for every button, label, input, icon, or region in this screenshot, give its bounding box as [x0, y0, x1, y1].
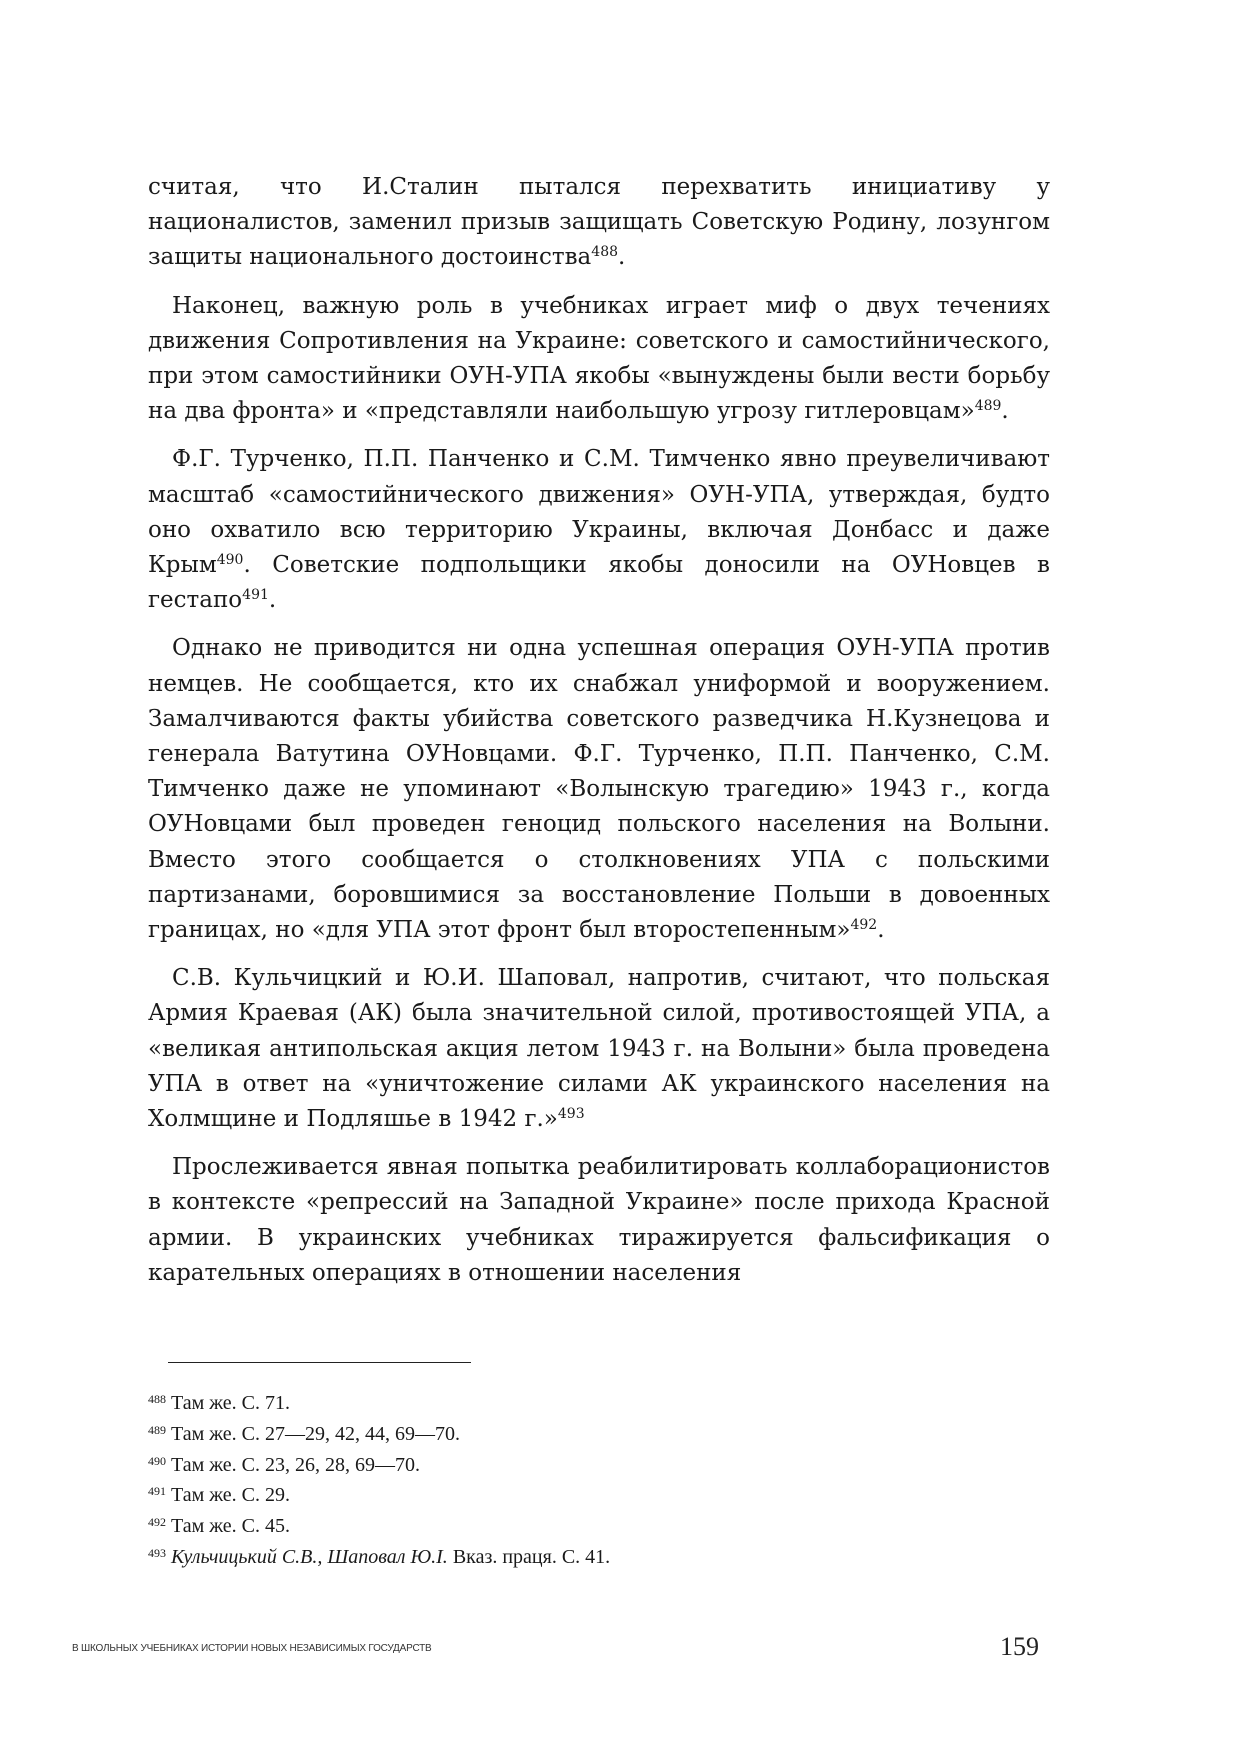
paragraph [148, 961, 1050, 1137]
footnote-text: Вказ. праця. С. 41. [447, 1545, 611, 1568]
paragraph-tail: . [877, 917, 885, 944]
footnote-number: 492 [148, 1515, 166, 1530]
footnote-number: 491 [148, 1484, 166, 1499]
footnote [148, 1511, 610, 1542]
paragraph-text: Наконец, важную роль в учебниках играет миф о двух течениях движения Сопротивления на Украине: советского и самостийнического, при этом самостийники ОУН-УПА якобы «вынуждены были вести борьбу на два фронта» и «представляли наибольшую угрозу гитлеровцам» [148, 292, 1050, 425]
paragraph-text: Ф.Г. Турченко, П.П. Панченко и С.М. Тимченко явно преувеличивают масштаб «самостийнического движения» ОУН-УПА, утверждая, будто оно охватило всю территорию Украины, включая Донбасс и даже Крым [148, 446, 1050, 579]
footnote-ref[interactable]: 492 [850, 917, 878, 934]
footnote-ref[interactable]: 489 [974, 398, 1002, 415]
footnotes [148, 1388, 610, 1573]
paragraph-tail: . Советские подпольщики якобы доносили на ОУНовцев в гестапо [148, 552, 1050, 614]
paragraph-text: считая, что И.Сталин пытался перехватить инициативу у националистов, заменил призыв защищать Советскую Родину, лозунгом защиты национального достоинства [148, 174, 1050, 271]
paragraph [148, 442, 1050, 618]
paragraph-text: Однако не приводится ни одна успешная операция ОУН-УПА против немцев. Не сообщается, кто их снабжал униформой и вооружением. Замалчиваются факты убийства советского разведчика Н.Кузнецова и генерала Ватутина ОУНовцами. Ф.Г. Турченко, П.П. Панченко, С.М. Тимченко даже не упоминают «Волынскую трагедию» 1943 г., когда ОУНовцами был проведен геноцид польского населения на Волыни. Вместо этого сообщается о столкновениях УПА с польскими партизанами, боровшимися за восстановление Польши в довоенных границах, но «для УПА этот фронт был второстепенным» [148, 635, 1050, 944]
paragraph [148, 1150, 1050, 1291]
main-text [148, 170, 1050, 1304]
footnote [148, 1419, 610, 1450]
paragraph-tail: . [1001, 398, 1009, 425]
footnote-ref[interactable]: 488 [591, 244, 619, 261]
paragraph-tail: . [268, 587, 277, 614]
paragraph-tail: . [618, 244, 626, 271]
footnote-ref[interactable]: 491 [242, 587, 269, 604]
footnote-separator [168, 1362, 471, 1363]
footnote-text: Там же. С. 71. [171, 1392, 291, 1414]
paragraph-text: С.В. Кульчицкий и Ю.И. Шаповал, напротив, считают, что польская Армия Краевая (АК) была значительной силой, противостоящей УПА, а «великая антипольская акция летом 1943 г. на Волыни» была проведена УПА в ответ на «уничтожение силами АК украинского населения на Холмщине и Подляшье в 1942 г.» [148, 965, 1050, 1133]
footnote [148, 1542, 610, 1573]
footnote-text: Там же. С. 23, 26, 28, 69—70. [171, 1453, 421, 1476]
footnote-number: 488 [148, 1392, 166, 1406]
footnote-ref[interactable]: 490 [216, 552, 244, 569]
footnote [148, 1388, 610, 1419]
footnote-author: Кульчицький С.В., Шаповал Ю.І. [171, 1545, 448, 1568]
footnote-text: Там же. С. 29. [171, 1484, 291, 1507]
running-title: В ШКОЛЬНЫХ УЧЕБНИКАХ ИСТОРИИ НОВЫХ НЕЗАВИСИМЫХ ГОСУДАРСТВ [72, 1643, 432, 1654]
paragraph-text: Прослеживается явная попытка реабилитировать коллаборационистов в контексте «репрессий на Западной Украине» после прихода Красной армии. В украинских учебниках тиражируется фальсификация о карательных операциях в отношении населения [148, 1154, 1050, 1286]
footnote-text: Там же. С. 45. [171, 1515, 291, 1538]
footnote [148, 1480, 610, 1511]
paragraph [148, 289, 1050, 430]
footnote-number: 493 [148, 1545, 166, 1560]
footnote [148, 1450, 610, 1481]
footnote-number: 490 [148, 1453, 166, 1468]
paragraph [148, 170, 1050, 276]
footnote-ref[interactable]: 493 [557, 1106, 585, 1123]
page-number: 159 [1000, 1632, 1039, 1661]
footnote-number: 489 [148, 1422, 166, 1437]
paragraph [148, 631, 1050, 948]
footnote-text: Там же. С. 27—29, 42, 44, 69—70. [171, 1422, 461, 1445]
